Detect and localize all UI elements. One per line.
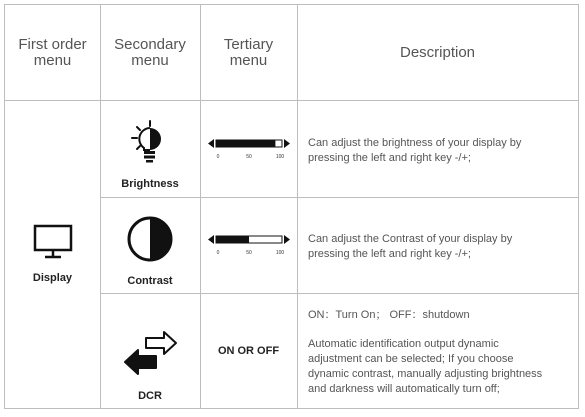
desc-line: pressing the left and right key -/+;: [308, 152, 471, 164]
contrast-description: [308, 232, 573, 262]
brightness-slider[interactable]: [200, 100, 297, 197]
display-label: Display: [32, 272, 73, 284]
desc-line: and darkness will automatically turn off;: [308, 383, 500, 395]
slider-left-arrow: [208, 139, 214, 148]
slider-tick-label: 50: [245, 153, 252, 160]
desc-line: Automatic identification output dynamic: [308, 338, 499, 350]
slider-right-arrow: [284, 235, 290, 244]
brightness-label: Brightness: [121, 178, 179, 190]
slider-fill: [216, 236, 249, 243]
menu-table: [4, 4, 579, 409]
slider-tick-label: 0: [216, 250, 219, 256]
desc-line: Can adjust the Contrast of your display by: [308, 233, 513, 245]
dcr-description: [308, 308, 573, 397]
header-tertiary-text: Tertiary menu: [223, 35, 274, 69]
desc-line: adjustment can be selected; If you choose: [308, 353, 514, 365]
slider-tick-label: 100: [275, 250, 284, 256]
dcr-arrows-icon: [122, 330, 178, 376]
header-description: [297, 5, 578, 100]
header-secondary: [100, 5, 200, 100]
display-cell: [5, 100, 100, 408]
desc-line: pressing the left and right key -/+;: [308, 248, 471, 260]
slider-tick-label: 50: [245, 250, 252, 256]
desc-line: ON：Turn On； OFF：shutdown: [308, 309, 470, 321]
contrast-slider[interactable]: [200, 197, 297, 293]
dcr-cell: [100, 293, 200, 408]
dcr-value: ON OR OFF: [217, 344, 280, 357]
header-first-order-text: First order menu: [18, 35, 87, 69]
brightness-cell: [100, 100, 200, 197]
contrast-icon: [126, 215, 174, 263]
header-first-order: [5, 5, 100, 100]
brightness-description: [308, 136, 573, 166]
desc-line: dynamic contrast, manually adjusting brightness: [308, 368, 543, 380]
slider-right-arrow: [284, 139, 290, 148]
header-description-text: Description: [399, 44, 476, 61]
bulb-icon: [130, 120, 170, 164]
slider-fill: [216, 140, 275, 147]
header-secondary-text: Secondary menu: [114, 35, 186, 69]
monitor-icon: [33, 224, 73, 260]
desc-line: Can adjust the brightness of your display by: [308, 137, 522, 149]
slider-left-arrow: [208, 235, 214, 244]
dcr-value-cell[interactable]: [200, 293, 297, 408]
slider-tick-label: 0: [216, 153, 219, 160]
dcr-label: DCR: [138, 390, 162, 402]
header-tertiary: [200, 5, 297, 100]
contrast-label: Contrast: [127, 275, 173, 287]
contrast-cell: [100, 197, 200, 293]
slider-tick-label: 100: [275, 153, 284, 160]
